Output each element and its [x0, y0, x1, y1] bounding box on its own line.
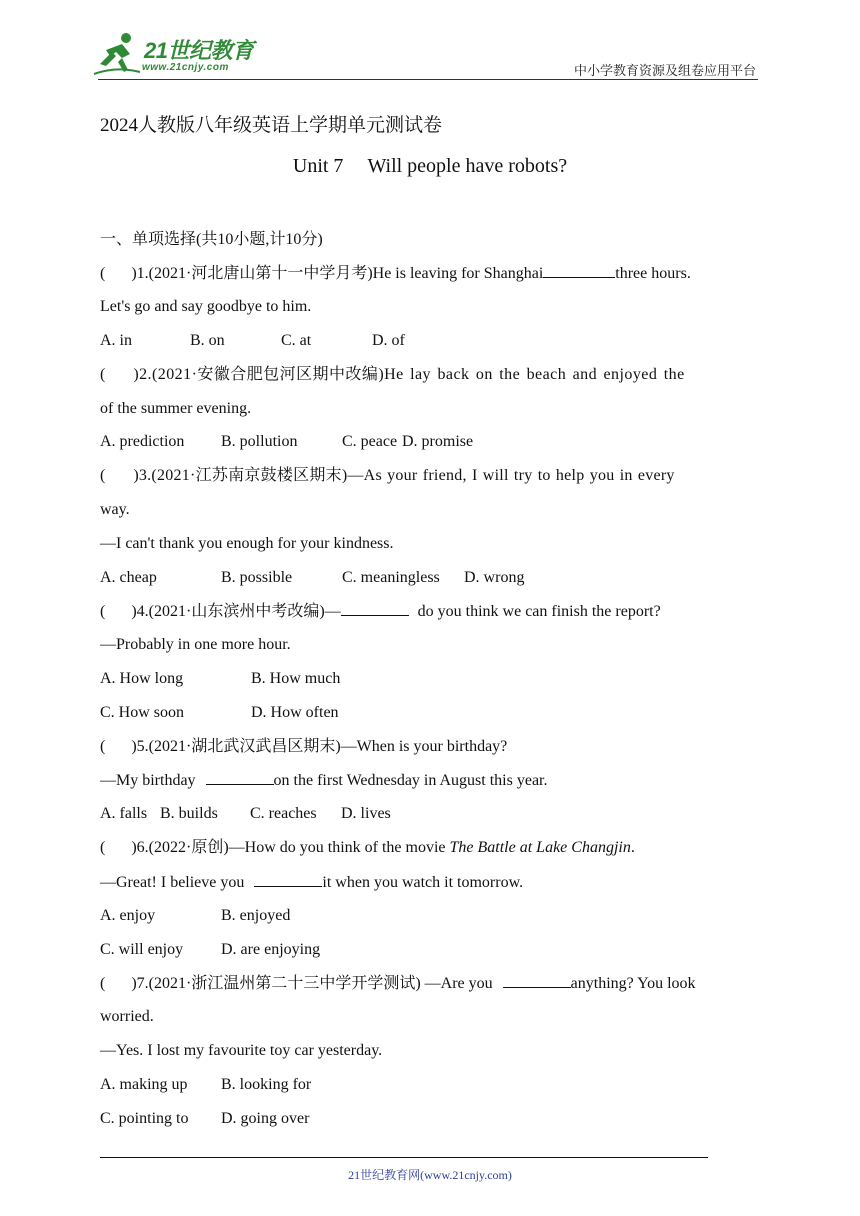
option-b[interactable]: B. looking for	[221, 1076, 312, 1093]
page-footer[interactable]: 21世纪教育网(www.21cnjy.com)	[348, 1168, 512, 1182]
answer-paren-open: (	[100, 839, 106, 856]
question-5-reply-end: on the first Wednesday in August this year.	[273, 772, 548, 789]
option-b[interactable]: B. possible	[221, 569, 293, 586]
question-3-reply: —I can't thank you enough for your kindness.	[100, 535, 394, 552]
question-7-text: )7.(2021·浙江温州第二十三中学开学测试) —Are you	[131, 975, 493, 992]
question-2-text: )2.(2021·安徽合肥包河区期中改编)He lay back on the beach and enjoyed the	[133, 366, 685, 383]
question-6-stem	[100, 838, 760, 858]
option-b[interactable]: B. pollution	[221, 433, 298, 450]
question-4-options-row2	[100, 703, 760, 723]
question-5-reply	[100, 770, 760, 791]
question-3-text: )3.(2021·江苏南京鼓楼区期末)—As your friend, I will try to help you in every	[133, 467, 675, 484]
question-1-options	[100, 331, 760, 351]
document-title: 2024人教版八年级英语上学期单元测试卷	[100, 115, 443, 136]
page-header	[0, 0, 860, 90]
option-c[interactable]: C. will enjoy	[100, 941, 184, 958]
unit-title	[0, 155, 860, 178]
option-b[interactable]: B. builds	[160, 805, 218, 822]
option-c[interactable]: C. pointing to	[100, 1110, 189, 1127]
option-b[interactable]: B. enjoyed	[221, 907, 291, 924]
movie-title: The Battle at Lake Changjin	[449, 839, 631, 856]
option-c[interactable]: C. How soon	[100, 704, 185, 721]
question-4-options-row1	[100, 669, 760, 689]
logo-text: 21世纪教育	[144, 38, 254, 63]
question-3-continuation: way.	[100, 501, 130, 518]
option-a[interactable]: A. cheap	[100, 569, 157, 586]
question-6-options-row2	[100, 940, 760, 960]
question-6-reply-end: it when you watch it tomorrow.	[322, 874, 524, 891]
answer-blank[interactable]	[503, 973, 571, 988]
answer-paren-open: (	[100, 265, 106, 282]
option-c[interactable]: C. reaches	[250, 805, 317, 822]
answer-blank[interactable]	[341, 601, 409, 616]
question-6-options-row1	[100, 906, 760, 926]
question-6-text: )6.(2022·原创)—How do you think of the movie	[131, 839, 450, 856]
question-2-options	[100, 432, 760, 452]
question-4-text-end: do you think we can finish the report?	[417, 603, 661, 620]
question-6-text-end: .	[630, 839, 635, 856]
site-logo	[92, 30, 262, 80]
question-1-text: )1.(2021·河北唐山第十一中学月考)He is leaving for Shanghai	[131, 265, 544, 282]
answer-blank[interactable]	[254, 872, 322, 887]
question-7-text-end: anything? You look	[570, 975, 696, 992]
header-divider	[98, 79, 758, 80]
option-a[interactable]: A. prediction	[100, 433, 185, 450]
question-7-options-row2	[100, 1109, 760, 1129]
question-1-text-end: three hours.	[615, 265, 691, 282]
question-6-reply	[100, 872, 760, 893]
question-3-stem	[100, 466, 760, 486]
answer-paren-open: (	[100, 738, 106, 755]
option-d[interactable]: D. How often	[251, 704, 339, 721]
option-d[interactable]: D. wrong	[464, 569, 525, 586]
header-platform-text: 中小学教育资源及组卷应用平台	[573, 63, 756, 78]
answer-paren-open: (	[100, 366, 106, 383]
question-7-options-row1	[100, 1075, 760, 1095]
footer-divider	[100, 1157, 708, 1158]
section-heading: 一、单项选择(共10小题,计10分)	[100, 231, 323, 248]
answer-blank[interactable]	[206, 770, 274, 785]
option-a[interactable]: A. How long	[100, 670, 184, 687]
question-5-options	[100, 804, 760, 824]
option-c[interactable]: C. at	[281, 332, 312, 349]
question-3-options	[100, 568, 760, 588]
option-c[interactable]: C. peace	[342, 433, 398, 450]
option-a[interactable]: A. in	[100, 332, 132, 349]
question-4-reply: —Probably in one more hour.	[100, 636, 291, 653]
question-7-continuation: worried.	[100, 1008, 154, 1025]
question-2-stem	[100, 365, 760, 385]
logo-url: www.21cnjy.com	[142, 62, 229, 73]
answer-paren-open: (	[100, 975, 106, 992]
option-b[interactable]: B. How much	[251, 670, 341, 687]
option-d[interactable]: D. lives	[341, 805, 391, 822]
question-1-continuation: Let's go and say goodbye to him.	[100, 298, 312, 315]
question-4-stem	[100, 601, 760, 622]
question-4-text: )4.(2021·山东滨州中考改编)—	[131, 603, 341, 620]
question-5-stem	[100, 737, 760, 757]
option-a[interactable]: A. falls	[100, 805, 148, 822]
answer-paren-open: (	[100, 467, 106, 484]
unit-topic: Will people have robots?	[367, 155, 568, 177]
option-a[interactable]: A. making up	[100, 1076, 188, 1093]
answer-paren-open: (	[100, 603, 106, 620]
question-6-reply-start: —Great! I believe you	[100, 874, 245, 891]
option-d[interactable]: D. are enjoying	[221, 941, 321, 958]
question-7-stem	[100, 973, 760, 994]
option-b[interactable]: B. on	[190, 332, 225, 349]
option-d[interactable]: D. going over	[221, 1110, 310, 1127]
question-5-reply-start: —My birthday	[100, 772, 196, 789]
option-a[interactable]: A. enjoy	[100, 907, 156, 924]
question-1-stem	[100, 263, 760, 284]
runner-logo-icon	[92, 30, 142, 76]
answer-blank[interactable]	[543, 263, 615, 278]
option-d[interactable]: D. promise	[402, 433, 474, 450]
question-2-continuation: of the summer evening.	[100, 400, 252, 417]
question-7-reply: —Yes. I lost my favourite toy car yesterday.	[100, 1042, 383, 1059]
option-d[interactable]: D. of	[372, 332, 405, 349]
question-5-text: )5.(2021·湖北武汉武昌区期末)—When is your birthday?	[131, 738, 508, 755]
option-c[interactable]: C. meaningless	[342, 569, 440, 586]
unit-number: Unit 7	[292, 155, 344, 177]
